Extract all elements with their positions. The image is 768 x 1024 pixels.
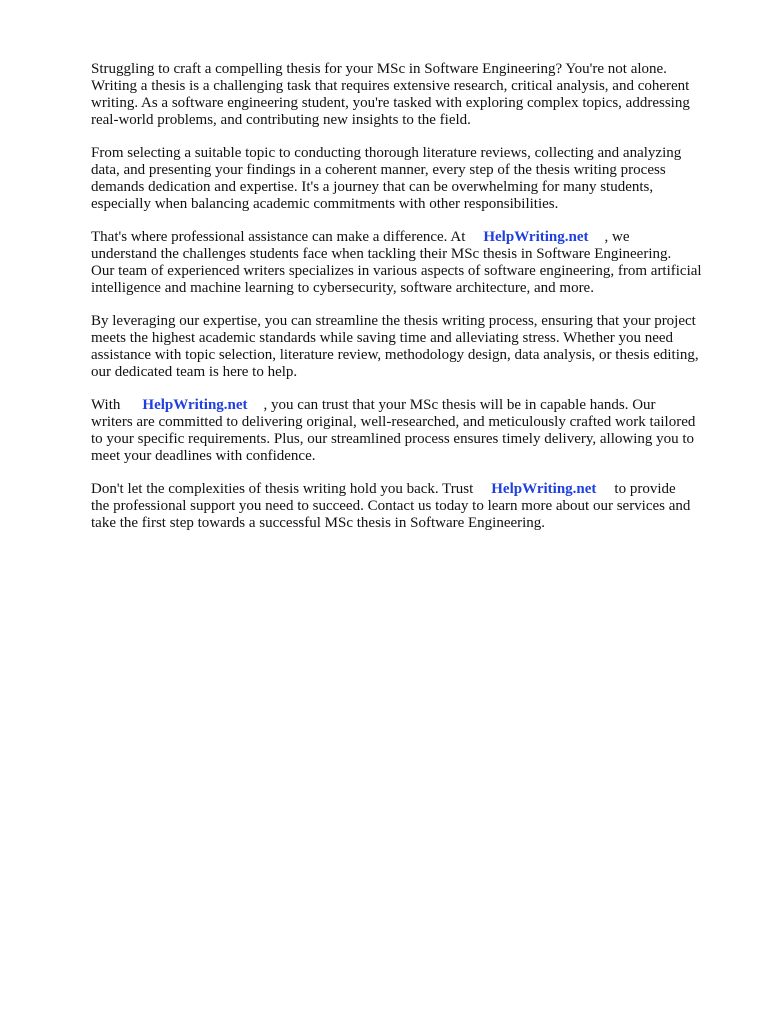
text-line: real-world problems, and contributing new insights to the field. bbox=[91, 112, 471, 128]
text-line: our dedicated team is here to help. bbox=[91, 364, 298, 380]
line-text-before-link: With bbox=[91, 397, 121, 413]
paragraph-assistance bbox=[91, 229, 731, 297]
text-line bbox=[91, 481, 731, 498]
line-text-after-link: , we bbox=[604, 229, 630, 245]
paragraph-trust bbox=[91, 397, 731, 465]
text-line: Writing a thesis is a challenging task that requires extensive research, critical analysis, and coherent bbox=[91, 78, 690, 94]
paragraph-closing bbox=[91, 481, 731, 532]
paragraph-intro bbox=[91, 61, 731, 129]
text-line: especially when balancing academic commitments with other responsibilities. bbox=[91, 196, 559, 212]
line-text-before-link: That's where professional assistance can make a difference. At bbox=[91, 229, 466, 245]
text-line: writers are committed to delivering original, well-researched, and meticulously crafted work tailored bbox=[91, 414, 696, 430]
text-line bbox=[91, 397, 731, 414]
helpwriting-link[interactable]: HelpWriting.net bbox=[491, 481, 597, 497]
text-line: demands dedication and expertise. It's a journey that can be overwhelming for many students, bbox=[91, 179, 654, 195]
line-text-after-link: to provide bbox=[614, 481, 676, 497]
text-line: understand the challenges students face when tackling their MSc thesis in Software Engineering. bbox=[91, 246, 672, 262]
paragraph-expertise bbox=[91, 313, 731, 381]
document-body bbox=[91, 61, 731, 548]
text-line: the professional support you need to succeed. Contact us today to learn more about our services and bbox=[91, 498, 691, 514]
text-line: Struggling to craft a compelling thesis for your MSc in Software Engineering? You're not alone. bbox=[91, 61, 667, 77]
text-line bbox=[91, 229, 731, 246]
helpwriting-link[interactable]: HelpWriting.net bbox=[142, 397, 248, 413]
text-line: writing. As a software engineering student, you're tasked with exploring complex topics, addressing bbox=[91, 95, 690, 111]
text-line: Our team of experienced writers specializes in various aspects of software engineering, from artificial bbox=[91, 263, 702, 279]
text-line: assistance with topic selection, literature review, methodology design, data analysis, or thesis editing, bbox=[91, 347, 699, 363]
text-line: data, and presenting your findings in a coherent manner, every step of the thesis writing process bbox=[91, 162, 666, 178]
helpwriting-link[interactable]: HelpWriting.net bbox=[483, 229, 589, 245]
text-line: meets the highest academic standards while saving time and alleviating stress. Whether you need bbox=[91, 330, 674, 346]
paragraph-process bbox=[91, 145, 731, 213]
line-text-before-link: Don't let the complexities of thesis writing hold you back. Trust bbox=[91, 481, 474, 497]
line-text-after-link: , you can trust that your MSc thesis will be in capable hands. Our bbox=[263, 397, 656, 413]
text-line: take the first step towards a successful MSc thesis in Software Engineering. bbox=[91, 515, 546, 531]
text-line: From selecting a suitable topic to conducting thorough literature reviews, collecting and analyzing bbox=[91, 145, 682, 161]
text-line: intelligence and machine learning to cybersecurity, software architecture, and more. bbox=[91, 280, 594, 296]
text-line: meet your deadlines with confidence. bbox=[91, 448, 316, 464]
text-line: to your specific requirements. Plus, our streamlined process ensures timely delivery, allowing you to bbox=[91, 431, 695, 447]
text-line: By leveraging our expertise, you can streamline the thesis writing process, ensuring that your project bbox=[91, 313, 696, 329]
